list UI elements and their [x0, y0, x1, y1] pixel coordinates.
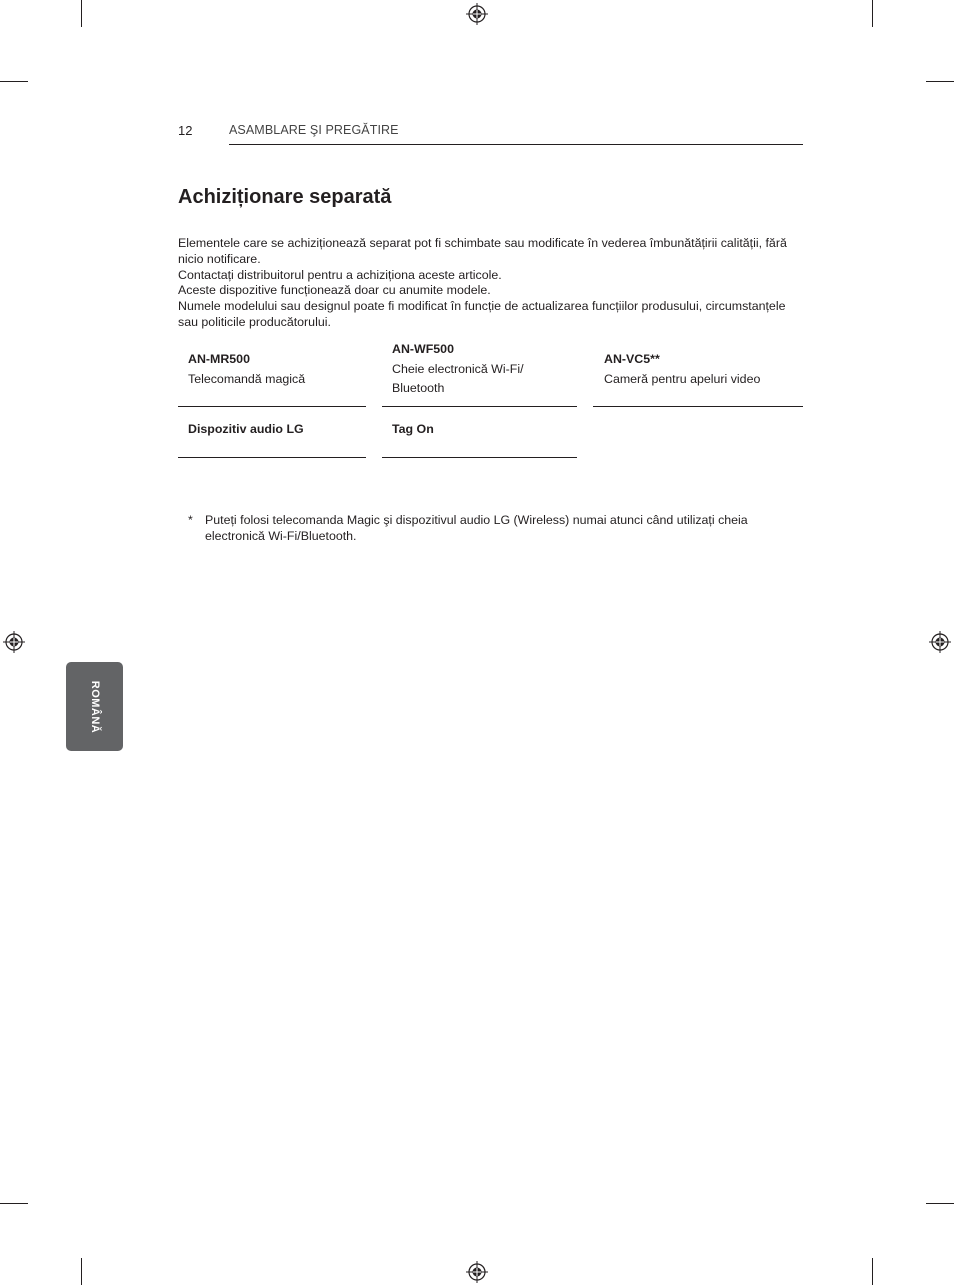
intro-paragraph: Contactați distribuitorul pentru a achiziționa aceste articole. — [178, 267, 502, 282]
crop-mark — [81, 0, 82, 27]
section-title: ASAMBLARE ŞI PREGĂTIRE — [229, 123, 399, 137]
accessory-model: AN-WF500 — [392, 342, 454, 356]
intro-paragraph: Numele modelului sau designul poate fi modificat în funcție de actualizarea funcțiilor produsului, circumstanțele sau politicile producătorului. — [178, 299, 786, 329]
accessory-cell — [382, 340, 577, 407]
footnote-marker: * — [188, 513, 193, 527]
crop-mark — [872, 1258, 873, 1285]
intro-text — [178, 236, 806, 331]
footnote — [188, 512, 798, 544]
accessory-cell — [178, 420, 366, 458]
registration-mark-icon — [3, 631, 25, 653]
accessory-cell — [593, 340, 803, 407]
page-number: 12 — [178, 123, 193, 138]
footnote-text: Puteți folosi telecomanda Magic şi dispozitivul audio LG (Wireless) numai atunci când utilizați cheia electronică Wi-Fi/Bluetooth. — [205, 513, 748, 543]
crop-mark — [926, 81, 954, 82]
accessory-desc: Cheie electronică Wi-Fi/ Bluetooth — [392, 361, 524, 395]
registration-mark-icon — [466, 1261, 488, 1283]
header-rule — [229, 144, 803, 145]
crop-mark — [926, 1203, 954, 1204]
language-tab-label: ROMÂNĂ — [88, 680, 101, 733]
crop-mark — [0, 81, 28, 82]
intro-paragraph: Aceste dispozitive funcționează doar cu anumite modele. — [178, 283, 491, 298]
accessory-desc: Telecomandă magică — [188, 371, 306, 386]
registration-mark-icon — [929, 631, 951, 653]
language-tab — [66, 662, 123, 751]
page-heading: Achiziționare separată — [178, 186, 392, 208]
accessory-model: Dispozitiv audio LG — [188, 422, 304, 436]
crop-mark — [0, 1203, 28, 1204]
accessory-model: AN-VC5** — [604, 352, 660, 366]
crop-mark — [872, 0, 873, 27]
accessory-desc: Cameră pentru apeluri video — [604, 371, 761, 386]
intro-paragraph: Elementele care se achiziționează separat pot fi schimbate sau modificate în vederea îmbunătățirii calității, fără nicio notificare. — [178, 236, 787, 266]
accessory-model: Tag On — [392, 422, 434, 436]
accessory-cell — [382, 420, 577, 458]
registration-mark-icon — [466, 3, 488, 25]
accessory-cell — [178, 340, 366, 407]
crop-mark — [81, 1258, 82, 1285]
accessory-model: AN-MR500 — [188, 352, 250, 366]
